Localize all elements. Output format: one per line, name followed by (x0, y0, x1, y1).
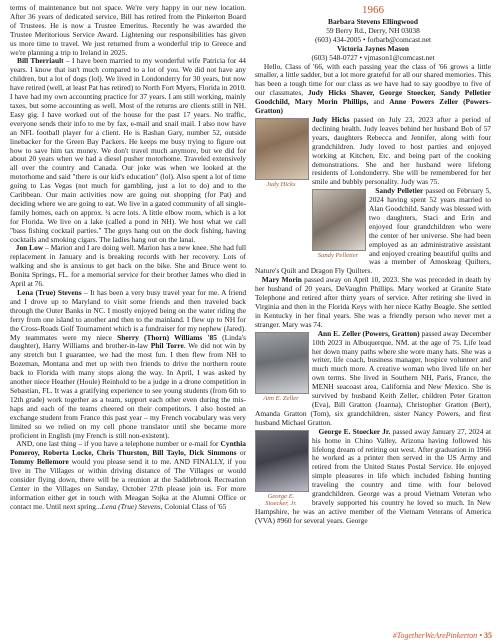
classmate-name: Sherry (Thorn) Williams '85 (117, 332, 217, 342)
paragraph-mary (255, 276, 491, 329)
classmate-name: Jon Low (15, 243, 44, 253)
paragraph-text: passed away December 10th 2023 in Albuquerque, NM. at the age of 75. Life lead her down many paths where she wore many hats. She was a writer, life coach, business manager, hospice volunteer and much much more. A creative woman who lived life on her own terms. She lived in Southern NH, Paris, France, the MENH seacoast area, California and New Mexico. She is survived by husband Keith Zeller, children Peter Gratton (Eva), Bill Gratton (Joanna), Christopher Gratton (Bert), Amanda Gratton (Tom), six grandchildren, sister Nancy Powers, and first husband Michael Gratton. (255, 328, 491, 427)
paragraph-stevens (10, 289, 246, 440)
paragraph-text: AND, one last thing – if you have a telephone number or e-mail for (16, 439, 221, 449)
paragraph-text: and (368, 97, 390, 107)
left-column (10, 4, 246, 512)
paragraph-therriault (10, 57, 246, 244)
paragraph-text: would you please send it to me. AND FINALLY, if you live in The Villages or within driving distance of The Villages or would consider flying down, there will be a reunion at the Saddlebrook Recreation Center in the Villages on Sunday, October 27th please join us. For more information either get in touch with Meagan Sojka at the Alumni Office or contact me. Until next spring... (10, 457, 246, 511)
rep-phone: (603) 548-0727 • (311, 52, 364, 62)
photo-caption: Sandy Pelletier (317, 252, 359, 260)
portrait-image (255, 118, 309, 180)
classmate-name: George E. Stoecker Jr. (318, 426, 391, 436)
paragraph-text: , Colonial Class of '65 (160, 501, 227, 511)
paragraph-text: – It has been a very busy travel year for me. A friend and I drove up to Maryland to visit some friends and then traveled back through the Outer Banks in NC. I mostly enjoyed being on the water riding the ferry from one island to another and then to the mainland. I flew up to NH for the Cross-Roads Golf Tournament which is a fundraiser for my nephew (Jared). My teammates were my niece (10, 288, 247, 342)
rep-phone: (603) 434-2005 • (314, 34, 368, 44)
paragraph-closing (10, 440, 246, 511)
footer-hashtag: #TogetherWeArePinkerton (392, 631, 478, 640)
classmate-name: Judy Hicks (312, 114, 350, 124)
classmate-name: Phil Torre (150, 341, 184, 351)
classmate-name: Mary Morin (261, 275, 302, 285)
classmate-name: Sandy Pelletier (375, 186, 424, 196)
rep-email-link[interactable]: vjmason1@comcast.net (363, 52, 435, 62)
portrait-image (255, 430, 309, 492)
classmate-name: Lena (True) Stevens (17, 288, 82, 297)
classmate-name: Cynthia Pomeroy, Roberta Locke, Chris Thurston, Bill Taylo, Dick Simmons (10, 439, 246, 458)
class-rep-1 (255, 18, 491, 45)
paragraph-text: or (236, 448, 246, 458)
paragraph-text: passed on July 23, 2023 after a period of declining health. Judy leaves behind her husband Bob of 57 years, daughters Rebecca and Jennifer, along with four grandchildren. Judy loved to host parties and enjoyed working at Kitchen, Etc. and being part of the cooking demonstrations. She and her husband were lifelong residents of Londonderry. She will be remembered for her smile and bubbly personality. Judy was 75. (312, 114, 491, 187)
footer-separator: • (477, 631, 484, 640)
rep-name: Victoria Jaynes Mason (337, 43, 409, 53)
paragraph-text: – Marion and I are doing well. Marion has a new knee. She had full replacement in January and is breaking records with her recovery. Lots of walking and she is anxious to get back on the bike. She and Bruce went to Bonita Springs, FL. for a memorial service for their brother James who died in April at 76. (10, 243, 247, 289)
class-year-heading: 1966 (362, 4, 384, 16)
paragraph-text: terms of maintenance but not space. We're very happy in our new location. After 36 years of dedicated service, Bill has retired from the Pinkerton Board of Trustees. He is now a Trustee Emeritus. Recently he was awarded the Trustee Meritorious Service Award. Lightening our responsibilities has given us more time to travel. We just returned from a wonderful trip to Greece and we're planning a trip to Ireland in 2025. (10, 3, 246, 57)
page-number: 35 (484, 631, 492, 640)
signature: Lena (True) Stevens (101, 501, 161, 511)
photo-caption: Ann E. Zeller (263, 394, 299, 402)
paragraph-intro (10, 4, 246, 57)
portrait-image (255, 332, 309, 394)
page-footer (393, 631, 492, 640)
photo-judy (255, 118, 307, 188)
photo-caption: George E. Stoecker, Jr. (265, 492, 297, 507)
paragraph-intro (255, 63, 491, 116)
photo-caption: Judy Hicks (266, 180, 296, 188)
class-rep-2 (255, 45, 491, 63)
classmate-name: Tommy Bellemore (10, 457, 69, 467)
paragraph-text: (Linda's daughter), Harry Williams and brother-in-law (10, 332, 247, 351)
paragraph-text: passed away on April 10, 2023. She was preceded in death by her husband of 20 years, DeVaughn Phillips. Mary worked at Granite State Telephone and retired after thirty years of service. After retiring she lived in Virginia and then in the Florida Keys with her niece Kathy Beagle. She settled in Kentucky in her final years. She was a friendly person who never met a stranger. Mary was 74. (255, 275, 492, 329)
rep-address: 59 Berry Rd., Derry, NH 03038 (326, 25, 420, 35)
paragraph-text: passed away January 27, 2024 at his home in Chino Valley, Arizona having followed his lifelong dream of retiring out west. After graduation in 1966 he worked as a printer then served in the US Army and retired from the United States Postal Service. He enjoyed simple pleasures in life which included fishing hunting traveling the country and time with four beloved grandchildren. George was a proud Vietnam Veteran who bravely supported his country he loved so much. In New Hampshire, he was an active member of the Vietnam Veterans of America (VVA) #960 for several years. George (255, 426, 492, 525)
portrait-image (312, 189, 366, 251)
photo-sandy (312, 189, 364, 259)
classmate-names: Judy Hicks Shaver, George Stoecker, Sandy Pelletier Goodchild, Mary Morin Phillips, (255, 88, 492, 107)
classmate-name: Anne Powers Zeller (Powers-Gratton) (255, 97, 492, 116)
paragraph-low (10, 244, 246, 289)
rep-email-link[interactable]: forbarb@comcast.net (367, 34, 432, 44)
paragraph-sandy (255, 187, 491, 276)
photo-ann (255, 332, 307, 402)
right-column (255, 4, 491, 526)
classmate-name: Ann E. Zeller (Powers, Gratton) (317, 328, 420, 338)
paragraph-text: Hello, Class of '66, with each passing year the class of '66 grows a little smaller, a little sadder, but a lot more grateful for all our shared memories. This has been a tough time for our class as we have had to say goodbye to five of our classmates, (255, 61, 492, 98)
paragraph-text: passed on February 5, 2024 having spent 52 years married to Alan Goodchild. Sandy was blessed with two daughters, Staci and Erin and enjoyed four grandchildren who were the center of her universe. She had been employed as an administrative assistant and enjoyed creating beautiful quilts and was a member of Amoskeag Quilters, Nature's Quilt and Dragon Fly Quilters. (255, 186, 492, 276)
photo-george (255, 430, 307, 507)
paragraph-text: . We did not win by any stretch but I guarantee, we had the most fun. I then flew from NH to Bozeman, Montana and met up with two friends to drive the northern route back to Florida with many stops along the way. In April, I was asked by another niece Heather (Houle) Reinhold to be a judge in a drone competition in Sebastian, FL. It was a gratifying experience to see young students (from 6th to 12th grade) work together as a team, support each other even during the mis-haps and each of the teams cheered on their competitors. I also hosted an exchange student from France this past year – my French vocabulary was very limited so we relied on my cell phone translator until she became more proficient in English (my French is still non-existent). (10, 341, 246, 440)
classmate-name: Bill Therriault (17, 56, 64, 66)
rep-name: Barbara Stevens Ellingwood (328, 17, 418, 26)
paragraph-text: – I have been married to my wonderful wife Patricia for 44 years. I know that isn't much compared to a lot of you. We did not have any children, but a lot of dogs (lol). We lived in Londonderry for 30 years, but now have retired (well, at least Pat has retired) to North Fort Myers, Florida in 2010. I have had my own accounting practice for 37 years. I am still working, mainly taxes, but some accounting as well. Most of the returns are clients still in NH. Easy gig. I have worked out of the house for the past 17 years. No traffic, everyone sends their info to me by fax, e-mail and snail mail. I also now have an NFL football player for a client. He is Rashan Gary, number 52, outside linebacker for the Green Bay Packers. He keeps me busy trying to figure out how to save him tax money. We don't travel much anymore, but we did for about 20 years when we had a diesel pusher motorhome. Traveled extensively all over the country and Canada. Our joke was when we looked at the motorhome and said "there is our kid's education" (lol). Also spent a lot of time going to Las Vegas (not much for gambling, just a lot to do) and to the Caribbean. Our main activities now are going out shopping (for Pat) and deciding where we are going to eat. We live in a gated community of all single-family homes, each on approx. ¼ acre lots. A little elbow room, which is a lot for Florida. We live on a lake (called a pond in NH). We host what we call "bass fishing cocktail parties." The guys hang out on the dock fishing, having cocktails and smoking cigars. The ladies hang out on the lanai. (10, 56, 247, 244)
